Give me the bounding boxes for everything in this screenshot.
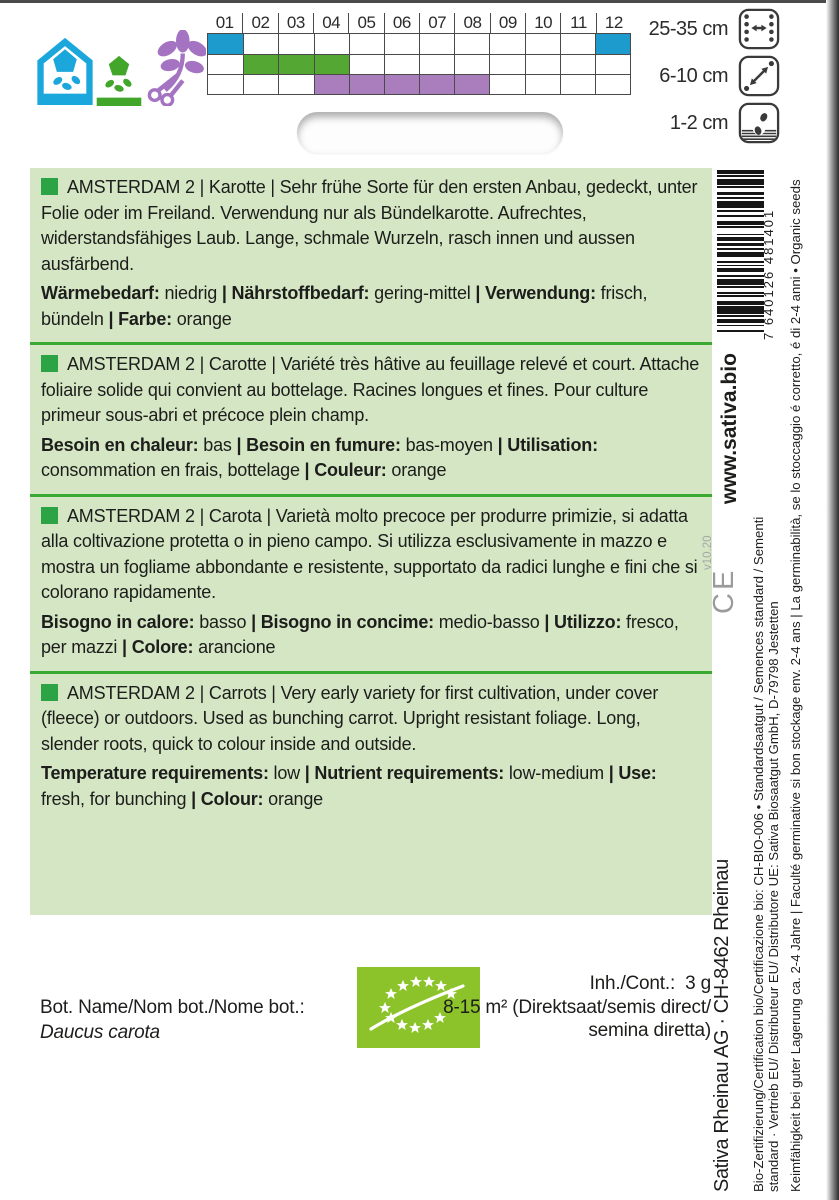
- calendar-month-label: 04: [313, 13, 348, 33]
- calendar-cell-sowing-under-cover-02: [243, 34, 278, 54]
- coverage-area-line1: 8-15 m² (Direktsaat/semis direct/: [443, 996, 711, 1018]
- barcode-gap: [717, 332, 764, 337]
- language-section-en: [30, 674, 712, 823]
- section-description: AMSTERDAM 2 | Carrots | Very early variety for first cultivation, under cover (fleece) or outdoors. Used as bunching carrot. Upright resistant foliage. Long, slender roots, quick to colour inside and outside.: [41, 682, 659, 754]
- calendar-cell-direct-sowing-03: [278, 54, 313, 74]
- calendar-cell-direct-sowing-06: [384, 54, 419, 74]
- harvest-scissors-icon: [146, 30, 206, 106]
- calendar-cell-sowing-under-cover-01: [208, 34, 243, 54]
- hang-hole: [297, 112, 563, 153]
- calendar-cell-harvest-02: [243, 74, 278, 94]
- calendar-month-label: 01: [215, 13, 234, 32]
- spacing-legend: [649, 8, 780, 149]
- calendar-cell-direct-sowing-10: [525, 54, 560, 74]
- green-square-bullet-icon: [41, 178, 58, 195]
- green-square-bullet-icon: [41, 684, 58, 701]
- certification-line2: standard · Vertrieb EU/ Distributeur EU/ Distributore UE: Sativa Biosaatgut GmbH, D-79798 Jestetten: [766, 601, 781, 1192]
- calendar-cell-harvest-05: [349, 74, 384, 94]
- calendar-grid: [207, 33, 631, 95]
- packet-top-edge: [0, 0, 839, 3]
- calendar-cell-sowing-under-cover-12: [595, 34, 630, 54]
- calendar-cell-harvest-10: [525, 74, 560, 94]
- calendar-cell-harvest-04: [314, 74, 349, 94]
- section-description: AMSTERDAM 2 | Carota | Varietà molto precoce per produrre primizie, si adatta alla coltivazione protetta o in pieno campo. Si utilizza esclusivamente in mazzo e mostra un fogliame abbondante e resistente, supportato da radici lunghe e fini che si colorano rapidamente.: [41, 505, 698, 602]
- language-section-fr: [30, 345, 712, 497]
- plant-spacing: [649, 55, 780, 97]
- certification-line1: Bio-Zertifizierung/Certification bio/Certificazione bio: CH-BIO-006 • Standardsaatgut / Semences standard / Sementi: [751, 516, 766, 1192]
- calendar-month-label: 06: [384, 13, 419, 33]
- calendar-month-label: 12: [596, 13, 631, 33]
- calendar-month-label: 02: [242, 13, 277, 33]
- calendar-cell-harvest-06: [384, 74, 419, 94]
- botanical-name: Daucus carota: [40, 1022, 160, 1043]
- calendar-month-label: 09: [490, 13, 525, 33]
- sowing-depth-icon: [738, 102, 780, 144]
- barcode: [717, 170, 764, 338]
- green-square-bullet-icon: [41, 355, 58, 372]
- content-weight: Inh./Cont.: 3 g: [589, 973, 711, 994]
- calendar-cell-sowing-under-cover-04: [314, 34, 349, 54]
- calendar-cell-harvest-01: [208, 74, 243, 94]
- section-attributes: Bisogno in calore: basso | Bisogno in concime: medio-basso | Utilizzo: fresco, per mazzi | Colore: arancione: [41, 611, 679, 657]
- plant-spacing-icon: [738, 55, 780, 97]
- sowing-under-cover-icon: [36, 36, 94, 106]
- calendar-cell-direct-sowing-02: [243, 54, 278, 74]
- sowing-calendar: [207, 13, 631, 95]
- description-panel: [30, 168, 712, 915]
- calendar-cell-direct-sowing-04: [314, 54, 349, 74]
- barcode-bar: [717, 306, 764, 313]
- calendar-cell-direct-sowing-08: [454, 54, 489, 74]
- barcode-number: 7 640126 481401: [761, 208, 776, 340]
- calendar-cell-direct-sowing-09: [489, 54, 524, 74]
- section-description: AMSTERDAM 2 | Karotte | Sehr frühe Sorte für den ersten Anbau, gedeckt, unter Folie oder im Freiland. Verwendung nur als Bündelkarotte. Aufrechtes, widerstandsfähiges Laub. Lange, schmale Wurzeln, rasch innen und aussen ausfärbend.: [41, 177, 698, 274]
- sowing-depth: [649, 102, 780, 144]
- calendar-month-label: 08: [454, 13, 489, 33]
- row-spacing: [649, 8, 780, 50]
- coverage-area-line2: semina diretta): [588, 1020, 711, 1041]
- section-description: AMSTERDAM 2 | Carotte | Variété très hâtive au feuillage relevé et court. Attache foliaire solide qui convient au bottelage. Racines longues et fines. Pour culture primeur sous-abri et précoce plein champ.: [41, 354, 700, 425]
- row-spacing-icon: [738, 8, 780, 50]
- calendar-month-label: 11: [560, 13, 595, 33]
- calendar-cell-sowing-under-cover-10: [525, 34, 560, 54]
- website-url: www.sativa.bio: [718, 353, 741, 504]
- calendar-month-row: [207, 13, 631, 33]
- barcode-bar: [717, 201, 764, 208]
- calendar-cell-direct-sowing-11: [560, 54, 595, 74]
- calendar-cell-sowing-under-cover-05: [349, 34, 384, 54]
- calendar-month-label: 03: [278, 13, 313, 33]
- row-spacing-label: 25-35 cm: [648, 17, 728, 40]
- calendar-month-label: 10: [525, 13, 560, 33]
- calendar-month-label: 05: [348, 13, 383, 33]
- section-attributes: Besoin en chaleur: bas | Besoin en fumure: bas-moyen | Utilisation: consommation en frais, bottelage | Couleur: orange: [41, 434, 598, 480]
- calendar-cell-direct-sowing-07: [419, 54, 454, 74]
- calendar-cell-harvest-09: [489, 74, 524, 94]
- calendar-cell-direct-sowing-12: [595, 54, 630, 74]
- sowing-depth-label: 1-2 cm: [669, 111, 728, 134]
- calendar-cell-harvest-12: [595, 74, 630, 94]
- calendar-cell-harvest-11: [560, 74, 595, 94]
- calendar-cell-direct-sowing-01: [208, 54, 243, 74]
- language-section-it: [30, 497, 712, 674]
- section-attributes: Temperature requirements: low | Nutrient requirements: low-medium | Use: fresh, for bunching | Colour: orange: [41, 763, 657, 809]
- botanical-name-block: [40, 995, 305, 1045]
- company-address: Sativa Rheinau AG · CH-8462 Rheinau: [711, 859, 733, 1192]
- green-square-bullet-icon: [41, 507, 58, 524]
- calendar-cell-harvest-03: [278, 74, 313, 94]
- version-label: v10.20: [702, 535, 714, 570]
- calendar-month-label: 07: [419, 13, 454, 33]
- botanical-name-label: Bot. Name/Nom bot./Nome bot.:: [40, 997, 305, 1018]
- ce-mark: CE: [708, 567, 740, 614]
- calendar-cell-sowing-under-cover-06: [384, 34, 419, 54]
- calendar-cell-harvest-07: [419, 74, 454, 94]
- calendar-cell-direct-sowing-05: [349, 54, 384, 74]
- calendar-cell-harvest-08: [454, 74, 489, 94]
- content-info-block: [443, 972, 711, 1043]
- certification-text: [751, 366, 781, 1192]
- calendar-cell-sowing-under-cover-08: [454, 34, 489, 54]
- germination-text: Keimfähigkeit bei guter Lagerung ca. 2-4 Jahre | Faculté germinative si bon stockage env. 2-4 ans | La germinabilità, se lo stoccaggio é corretto, é di 2-4 anni • Organic seeds: [788, 179, 803, 1192]
- calendar-cell-sowing-under-cover-09: [489, 34, 524, 54]
- calendar-cell-sowing-under-cover-11: [560, 34, 595, 54]
- calendar-cell-sowing-under-cover-03: [278, 34, 313, 54]
- language-section-de: [30, 168, 712, 345]
- packet-right-edge: [826, 0, 839, 1200]
- direct-sowing-icon: [96, 54, 142, 106]
- calendar-cell-sowing-under-cover-07: [419, 34, 454, 54]
- plant-spacing-label: 6-10 cm: [659, 64, 728, 87]
- section-attributes: Wärmebedarf: niedrig | Nährstoffbedarf: gering-mittel | Verwendung: frisch, bündeln | Farbe: orange: [41, 283, 648, 329]
